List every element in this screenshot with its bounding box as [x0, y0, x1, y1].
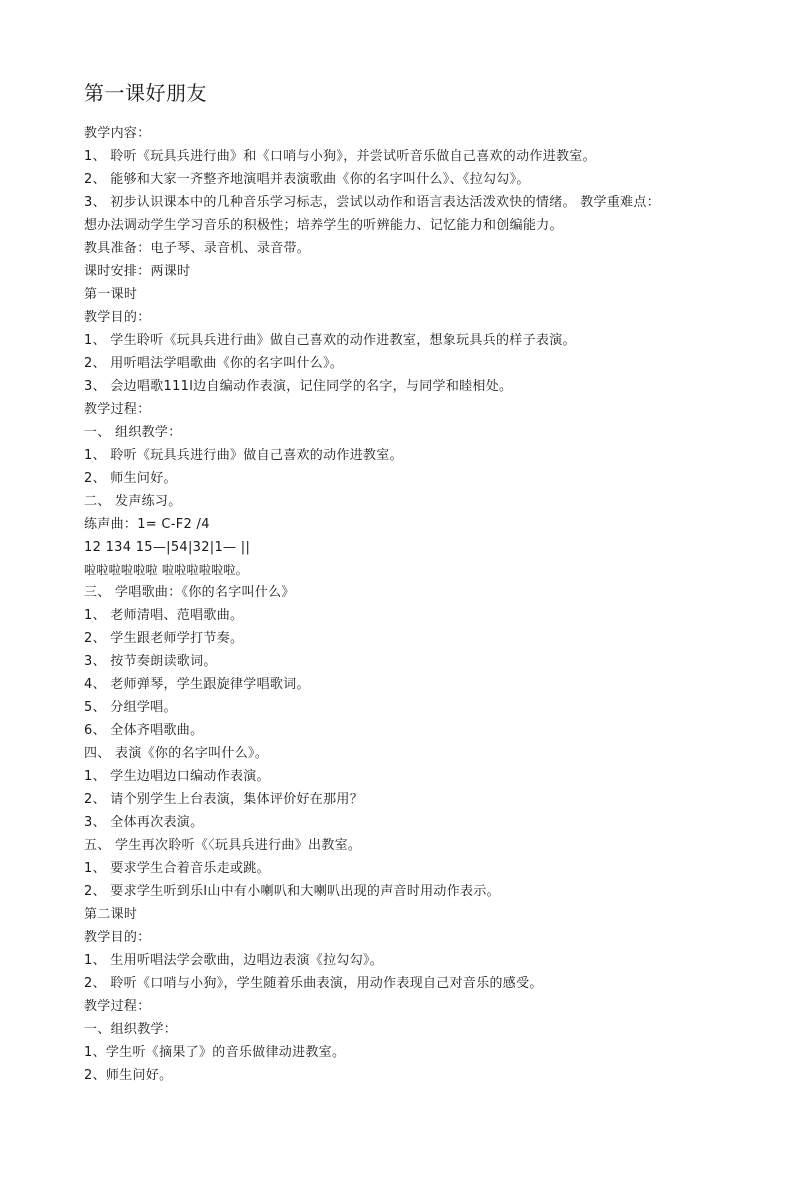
text-line: 教学内容：: [84, 126, 151, 141]
text-line: 1、 要求学生合着音乐走或跳。: [84, 861, 270, 876]
text-line: 1、 聆听《玩具兵进行曲》和《口哨与小狗》，并尝试听音乐做自己喜欢的动作进教室。: [84, 149, 596, 164]
text-line: 2、 学生跟老师学打节奏。: [84, 631, 244, 646]
text-line: 2、 师生问好。: [84, 471, 177, 486]
text-line: 1、 生用听唱法学会歌曲，边唱边表演《拉勾勾》。: [84, 953, 384, 968]
text-line: 1、学生听《摘果了》的音乐做律动进教室。: [84, 1045, 346, 1060]
text-line: 教学目的：: [84, 310, 151, 325]
text-line: 2、 请个别学生上台表演，集体评价好在那用？: [84, 792, 364, 807]
text-line: 五、 学生再次聆听《〈玩具兵进行曲》出教室。: [84, 838, 362, 853]
text-line: 二、 发声练习。: [84, 494, 182, 509]
text-line: 一、 组织教学：: [84, 425, 182, 440]
text-line: 3、 会边唱歌111l边自编动作表演，记住同学的名字，与同学和睦相处。: [84, 379, 513, 394]
text-line: 12 134 15—|54|32|1— ||: [84, 540, 251, 555]
document-body: [84, 122, 724, 1087]
document-page: [84, 80, 724, 1087]
text-line: 啦啦啦啦啦啦 啦啦啦啦啦啦。: [84, 563, 249, 577]
text-line: 3、 初步认识课本中的几种音乐学习标志，尝试以动作和语言表达活泼欢快的情绪。 教学重难点：: [84, 195, 661, 210]
text-line: 教学目的：: [84, 930, 151, 945]
text-line: 2、师生问好。: [84, 1068, 173, 1083]
text-line: 2、 要求学生听到乐l山中有小喇叭和大喇叭出现的声音时用动作表示。: [84, 884, 500, 899]
text-line: 教学过程：: [84, 402, 151, 417]
text-line: 1、 学生聆听《玩具兵进行曲》做自己喜欢的动作进教室，想象玩具兵的样子表演。: [84, 333, 576, 348]
text-line: 5、 分组学唱。: [84, 700, 177, 715]
text-line: 1、 老师清唱、范唱歌曲。: [84, 608, 244, 623]
text-line: 第二课时: [84, 907, 138, 922]
text-line: 想办法调动学生学习音乐的积极性；培养学生的听辨能力、记忆能力和创编能力。: [84, 218, 563, 233]
text-line: 4、 老师弹琴，学生跟旋律学唱歌词。: [84, 677, 310, 692]
text-line: 3、 全体再次表演。: [84, 815, 204, 830]
text-line: 练声曲：1= C-F2 /4: [84, 517, 210, 532]
text-line: 四、 表演《你的名字叫什么》。: [84, 746, 269, 761]
text-line: 1、 聆听《玩具兵进行曲》做自己喜欢的动作进教室。: [84, 448, 403, 463]
text-line: 2、 聆听《口哨与小狗》，学生随着乐曲表演，用动作表现自己对音乐的感受。: [84, 976, 543, 991]
text-line: 教学过程：: [84, 999, 151, 1014]
text-line: 1、 学生边唱边口编动作表演。: [84, 769, 270, 784]
text-line: 三、 学唱歌曲：《你的名字叫什么》: [84, 585, 295, 600]
document-title: 第一课好朋友: [84, 81, 207, 105]
text-line: 课时安排：两课时: [84, 264, 191, 279]
text-line: 第一课时: [84, 287, 138, 302]
text-line: 教具准备：电子琴、录音机、录音带。: [84, 241, 311, 256]
text-line: 3、 按节奏朗读歌词。: [84, 654, 217, 669]
text-line: 一、组织教学：: [84, 1022, 178, 1037]
text-line: 6、 全体齐唱歌曲。: [84, 723, 204, 738]
text-line: 2、 用听唱法学唱歌曲《你的名字叫什么》。: [84, 356, 344, 371]
text-line: 2、 能够和大家一齐整齐地演唱并表演歌曲《你的名字叫什么》、《拉勾勾》。: [84, 172, 530, 187]
